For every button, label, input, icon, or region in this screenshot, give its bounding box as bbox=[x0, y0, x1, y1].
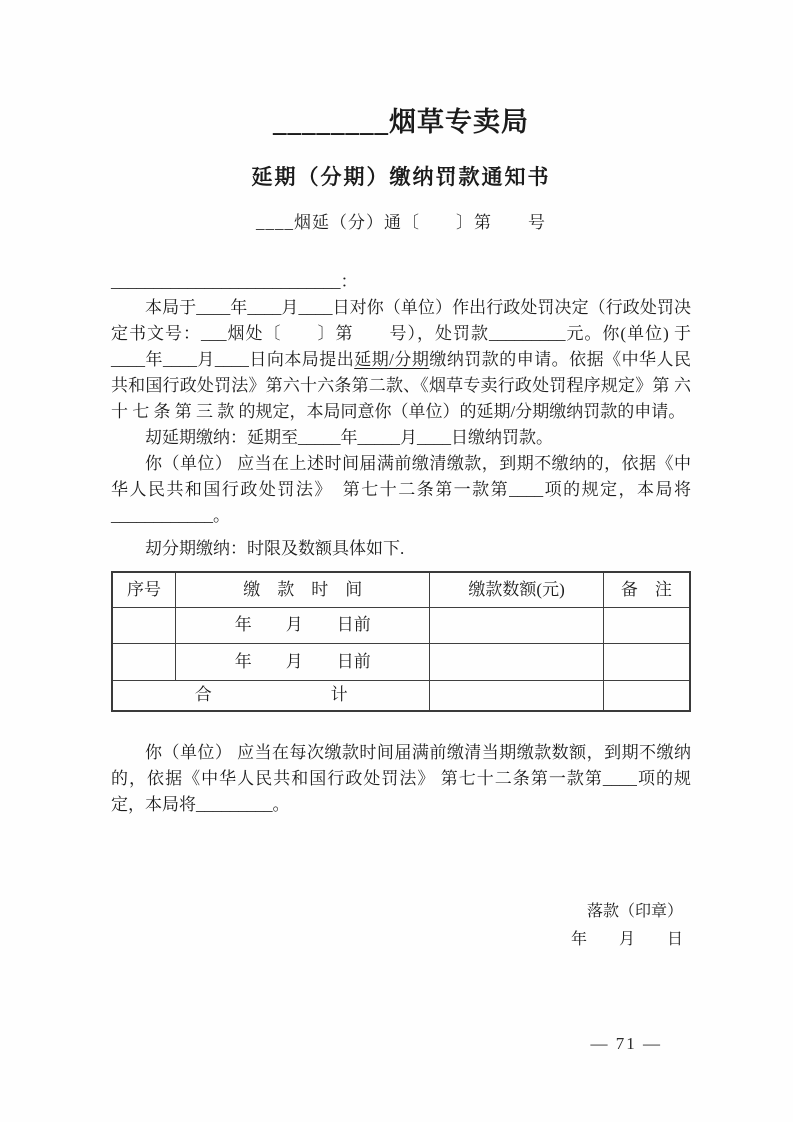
document-number-line: ____烟延（分）通〔 〕第 号 bbox=[256, 213, 546, 232]
defer-option-line: 刧延期缴纳：延期至_____年_____月____日缴纳罚款。 bbox=[145, 428, 553, 447]
cell-total-label: 合 计 bbox=[112, 680, 430, 711]
cell-payment-time: 年 月 日前 bbox=[176, 607, 430, 643]
paragraph-decision-text-a: 本局于____年____月____日对你（单位）作出行政处罚决定（行政处罚决定书文号：___烟处〔 〕第 号），处罚款_________元。你(单位) 于____年____月____日向本局提出 bbox=[111, 298, 691, 369]
signature-date-line: 年 月 日 bbox=[570, 931, 683, 948]
defer-or-installment-underlined: 延期/分期 bbox=[354, 350, 430, 369]
column-header-payment-time: 缴 款 时 间 bbox=[176, 572, 430, 607]
installment-table bbox=[111, 571, 691, 712]
cell-payment-amount bbox=[430, 643, 603, 680]
agency-title: ________烟草专卖局 bbox=[273, 107, 529, 137]
signature-seal-label: 落款（印章） bbox=[586, 903, 683, 920]
cell-total-remark bbox=[603, 680, 690, 711]
table-header-row bbox=[112, 572, 690, 607]
defer-consequence-paragraph: 你（单位） 应当在上述时间届满前缴清缴款，到期不缴纳的，依据《中华人民共和国行政处罚法》 第七十二条第一款第____项的规定，本局将____________。 bbox=[111, 454, 691, 525]
document-title: 延期（分期）缴纳罚款通知书 bbox=[251, 165, 551, 189]
cell-seq bbox=[112, 643, 176, 680]
table-row bbox=[112, 607, 690, 643]
cell-total-amount bbox=[430, 680, 603, 711]
document-body bbox=[111, 269, 691, 954]
cell-remark bbox=[603, 643, 690, 680]
table-row bbox=[112, 643, 690, 680]
table-total-row bbox=[112, 680, 690, 711]
salutation-blank-line: ___________________________： bbox=[111, 272, 358, 291]
column-header-seq: 序号 bbox=[112, 572, 176, 607]
installment-option-line: 刧分期缴纳：时限及数额具体如下. bbox=[145, 539, 405, 558]
installment-consequence-paragraph: 你（单位） 应当在每次缴款时间届满前缴清当期缴款数额，到期不缴纳的，依据《中华人民共和国行政处罚法》 第七十二条第一款第____项的规定，本局将_________。 bbox=[111, 743, 691, 814]
signature-block bbox=[111, 898, 691, 954]
cell-seq bbox=[112, 607, 176, 643]
document-content bbox=[111, 0, 691, 954]
column-header-remark: 备 注 bbox=[603, 572, 690, 607]
cell-remark bbox=[603, 607, 690, 643]
cell-payment-amount bbox=[430, 607, 603, 643]
cell-payment-time: 年 月 日前 bbox=[176, 643, 430, 680]
paragraph-decision-text-b: 缴纳罚款的申请。依据《中华人民共和国行政处罚法》第六十六条第二款、《烟草专卖行政处罚程序规定》第 六 十 七 条 第 三 款 的规定，本局同意你（单位）的延期/分期缴纳罚款的申请。 bbox=[111, 350, 692, 421]
column-header-payment-amount: 缴款数额(元) bbox=[430, 572, 603, 607]
paragraph-decision bbox=[111, 295, 691, 425]
page-number: — 71 — bbox=[590, 1034, 662, 1053]
